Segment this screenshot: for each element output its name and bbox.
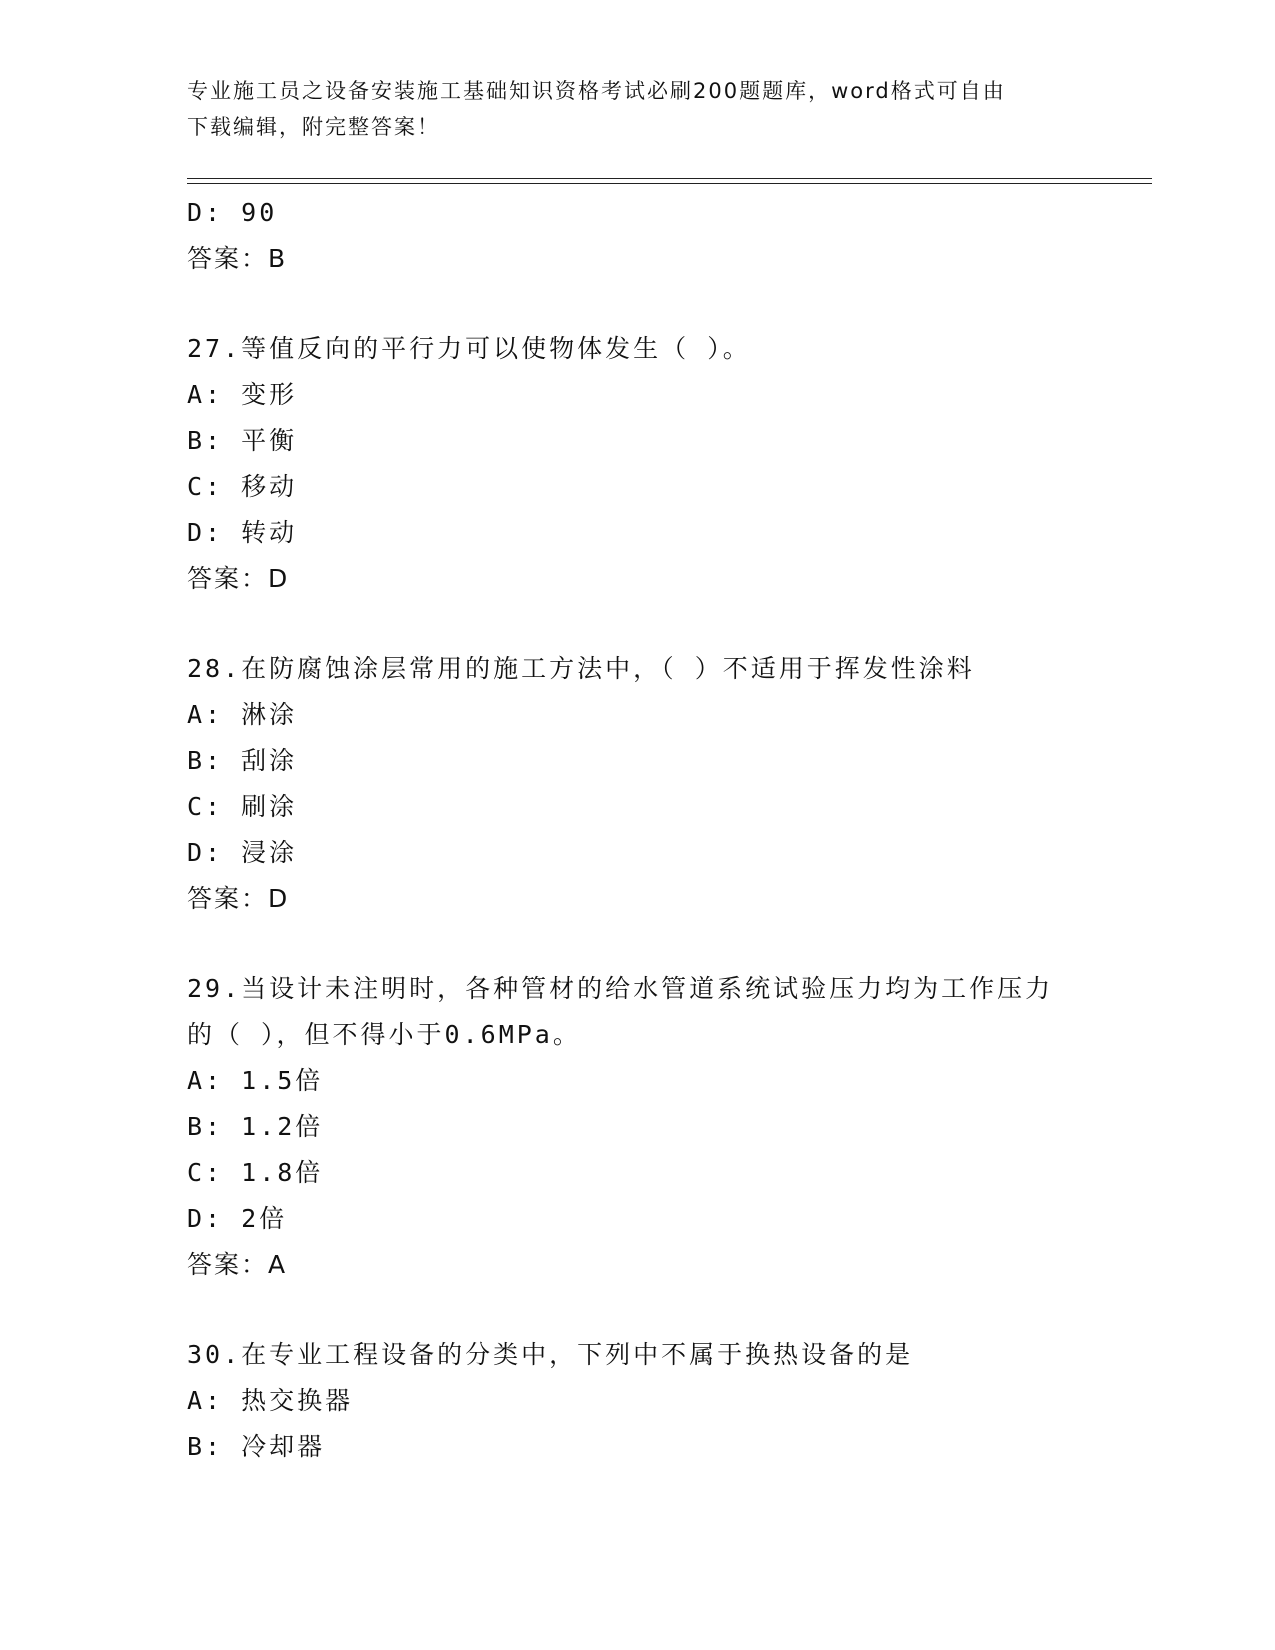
question-stem-line-1: 29.当设计未注明时，各种管材的给水管道系统试验压力均为工作压力: [187, 974, 1054, 1003]
question-30: [187, 1332, 1087, 1470]
header-line-1: 专业施工员之设备安装施工基础知识资格考试必刷200题题库，word格式可自由: [187, 79, 1006, 103]
question-stem: 28.在防腐蚀涂层常用的施工方法中，（ ）不适用于挥发性涂料: [187, 654, 975, 683]
option-a: A: 淋涂: [187, 700, 298, 729]
option-d: D: 浸涂: [187, 838, 298, 867]
option-a: A: 1.5倍: [187, 1066, 324, 1095]
document-header: [187, 73, 1087, 145]
answer: 答案：A: [187, 1250, 288, 1279]
header-rule-bottom: [187, 183, 1152, 184]
option-b: B: 刮涂: [187, 746, 298, 775]
question-27: [187, 326, 1087, 602]
option-d-previous: D: 90: [187, 198, 278, 227]
option-d: D: 转动: [187, 518, 298, 547]
option-a: A: 热交换器: [187, 1386, 354, 1415]
question-stem-line-2: 的（ ），但不得小于0.6MPa。: [187, 1020, 581, 1049]
option-b: B: 1.2倍: [187, 1112, 324, 1141]
answer: 答案：D: [187, 564, 290, 593]
option-c: C: 移动: [187, 472, 298, 501]
option-a: A: 变形: [187, 380, 298, 409]
option-c: C: 1.8倍: [187, 1158, 324, 1187]
option-c: C: 刷涂: [187, 792, 298, 821]
document-body: [187, 190, 1087, 1470]
option-b: B: 冷却器: [187, 1432, 326, 1461]
option-d: D: 2倍: [187, 1204, 288, 1233]
question-28: [187, 646, 1087, 922]
question-29: [187, 966, 1087, 1288]
question-stem: 30.在专业工程设备的分类中，下列中不属于换热设备的是: [187, 1340, 914, 1369]
answer: 答案：D: [187, 884, 290, 913]
option-b: B: 平衡: [187, 426, 298, 455]
answer-previous: 答案：B: [187, 244, 288, 273]
header-line-2: 下载编辑，附完整答案！: [187, 115, 440, 139]
question-stem: 27.等值反向的平行力可以使物体发生（ ）。: [187, 334, 751, 363]
header-rule-top: [187, 178, 1152, 179]
